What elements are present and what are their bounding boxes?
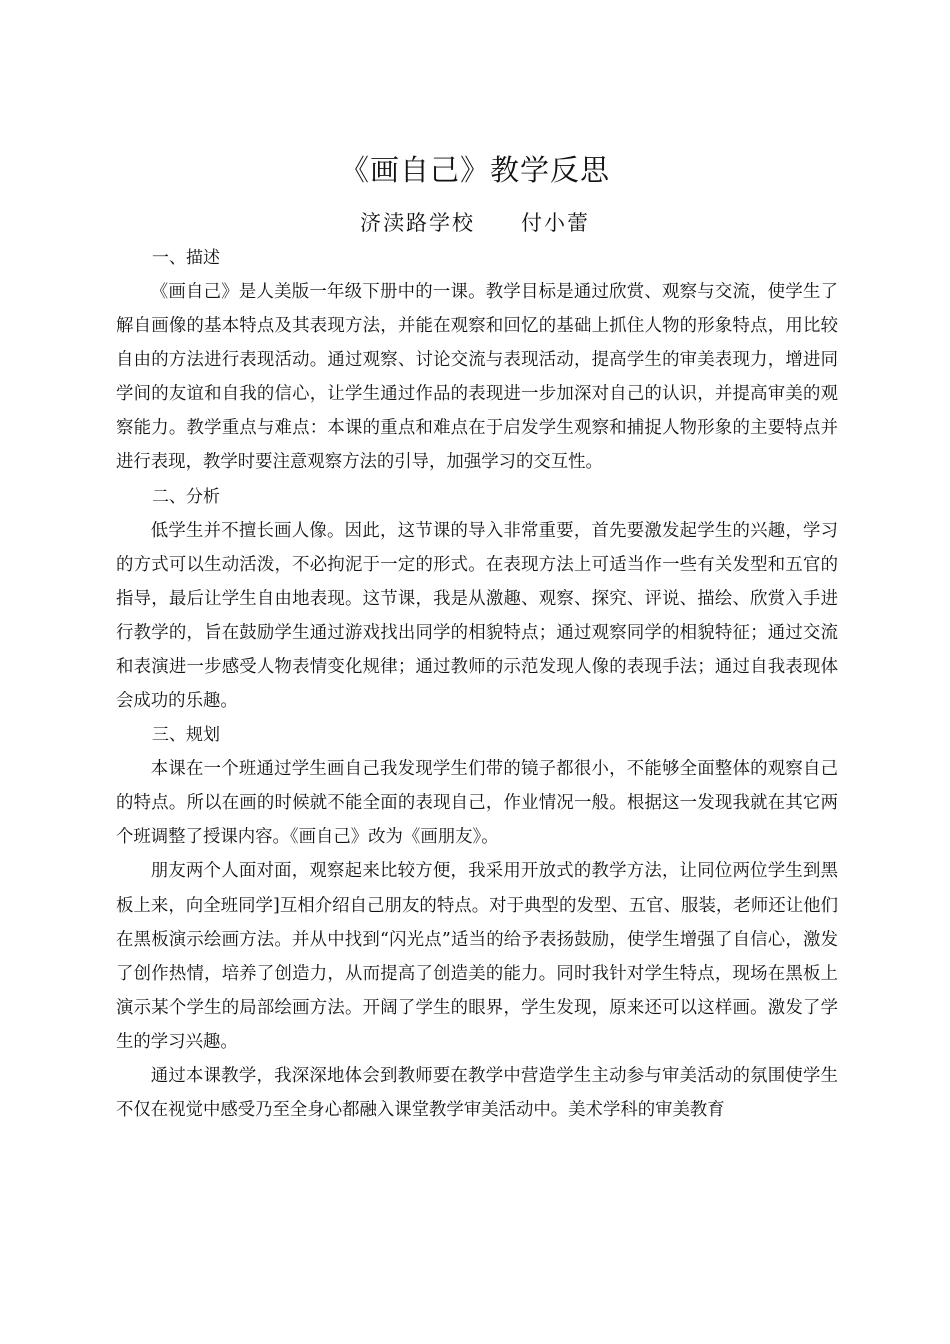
document-body: [116, 241, 838, 1127]
document-title: 《画自己》教学反思: [339, 153, 610, 187]
section-heading: 二、分析: [152, 486, 220, 507]
paragraph: 通过本课教学，我深深地体会到教师要在教学中营造学生主动参与审美活动的氛围使学生不仅在视觉中感受乃至全身心都融入课堂教学审美活动中。美术学科的审美教育: [116, 1065, 838, 1121]
byline: [0, 206, 950, 240]
paragraph: 《画自己》是人美版一年级下册中的一课。教学目标是通过欣赏、观察与交流，使学生了解自画像的基本特点及其表现方法，并能在观察和回忆的基础上抓住人物的形象特点，用比较自由的方法进行表现活动。通过观察、讨论交流与表现活动，提高学生的审美表现力，增进同学间的友谊和自我的信心，让学生通过作品的表现进一步加深对自己的认识，并提高审美的观察能力。教学重点与难点：本课的重点和难点在于启发学生观察和捕捉人物形象的主要特点并进行表现，教学时要注意观察方法的引导，加强学习的交互性。: [116, 282, 838, 473]
section-analysis: [116, 480, 838, 719]
section-plan: [116, 718, 838, 1127]
section-description: [116, 241, 838, 480]
section-heading: 三、规划: [152, 725, 220, 746]
author-name: 付小蕾: [521, 211, 590, 235]
paragraph: 低学生并不擅长画人像。因此，这节课的导入非常重要，首先要激发起学生的兴趣，学习的方式可以生动活泼，不必拘泥于一定的形式。在表现方法上可适当作一些有关发型和五官的指导，最后让学生自由地表现。这节课，我是从激趣、观察、探究、评说、描绘、欣赏入手进行教学的，旨在鼓励学生通过游戏找出同学的相貌特点；通过观察同学的相貌特征；通过交流和表演进一步感受人物表情变化规律；通过教师的示范发现人像的表现手法；通过自我表现体会成功的乐趣。: [116, 520, 838, 712]
section-heading: 一、描述: [152, 248, 220, 268]
school-name: 济渎路学校: [360, 211, 475, 235]
paragraph: 朋友两个人面对面，观察起来比较方便，我采用开放式的教学方法，让同位两位学生到黑板上来，向全班同学]互相介绍自己朋友的特点。对于典型的发型、五官、服装，老师还让他们在黑板演示绘画方法。并从中找到“闪光点”适当的给予表扬鼓励，使学生增强了自信心，激发了创作热情，培养了创造力，从而提高了创造美的能力。同时我针对学生特点，现场在黑板上演示某个学生的局部绘画方法。开阔了学生的眼界，学生发现，原来还可以这样画。激发了学生的学习兴趣。: [116, 861, 838, 1052]
paragraph: 本课在一个班通过学生画自己我发现学生们带的镜子都很小，不能够全面整体的观察自己的特点。所以在画的时候就不能全面的表现自己，作业情况一般。根据这一发现我就在其它两个班调整了授课内容。《画自己》改为《画朋友》。: [116, 759, 838, 848]
